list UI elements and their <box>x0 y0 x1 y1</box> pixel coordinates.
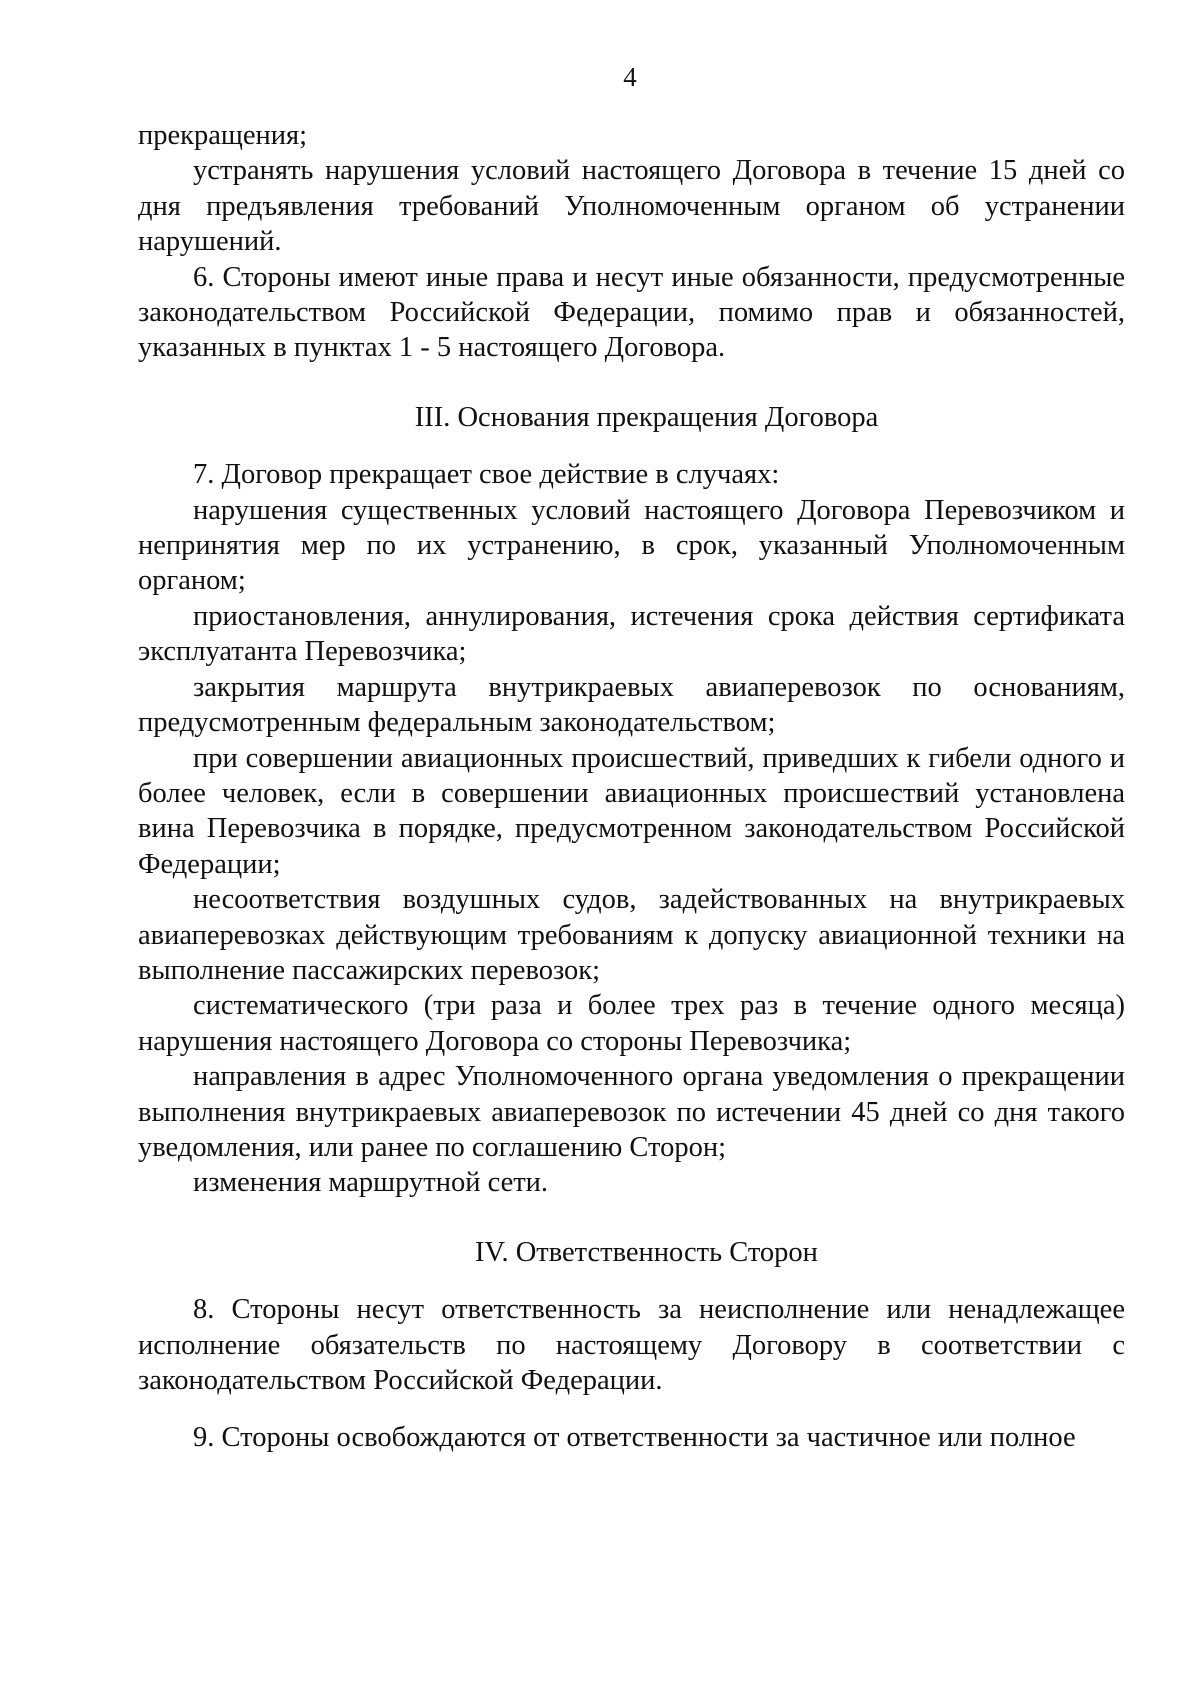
paragraph-7-termination-cases: 7. Договор прекращает свое действие в случаях: <box>193 459 780 491</box>
spacer <box>138 435 1125 457</box>
list-item-termination-notice: направления в адрес Уполномоченного органа уведомления о прекращении выполнения внутрикраевых авиаперевозок по истечении 45 дней со дня такого уведомления, или ранее по соглашению Сторон; <box>138 1061 1125 1163</box>
page-number: 4 <box>623 62 637 92</box>
spacer <box>138 1270 1125 1292</box>
paragraph-8-liability: 8. Стороны несут ответственность за неисполнение или ненадлежащее исполнение обязательств по настоящему Договору в соответствии с законодательством Российской Федерации. <box>138 1294 1125 1396</box>
paragraph-continuation: прекращения; <box>138 120 308 151</box>
list-item-material-breach: нарушения существенных условий настоящего Договора Перевозчиком и непринятия мер по их устранению, в срок, указанный Уполномоченным органом; <box>138 494 1125 597</box>
list-item-route-network-change: изменения маршрутной сети. <box>193 1167 549 1199</box>
list-item-systematic-violation: систематического (три раза и более трех раз в течение одного месяца) нарушения настоящего Договора со стороны Перевозчика; <box>138 990 1125 1057</box>
section-heading-termination: III. Основания прекращения Договора <box>414 401 879 433</box>
list-item-aircraft-noncompliance: несоответствия воздушных судов, задействованных на внутрикраевых авиаперевозках действующим требованиям к допуску авиационной техники на выполнение пассажирских перевозок; <box>138 884 1125 986</box>
list-item-certificate-suspension: приостановления, аннулирования, истечения срока действия сертификата эксплуатанта Перевозчика; <box>138 600 1125 668</box>
section-heading-liability: IV. Ответственность Сторон <box>475 1236 818 1268</box>
paragraph-remedy-violations: устранять нарушения условий настоящего Договора в течение 15 дней со дня предъявления требований Уполномоченным органом об устранении нарушений. <box>138 155 1125 258</box>
paragraph-6-other-rights: 6. Стороны имеют иные права и несут иные обязанности, предусмотренные законодательством Российской Федерации, помимо прав и обязанностей, указанных в пунктах 1 - 5 настоящего Договора. <box>138 261 1125 364</box>
spacer <box>138 1398 1125 1420</box>
list-item-aviation-accidents: при совершении авиационных происшествий, приведших к гибели одного и более человек, если в совершении авиационных происшествий установлена вина Перевозчика в порядке, предусмотренном законодательством Российской Федерации; <box>138 742 1125 880</box>
spacer <box>138 1201 1125 1235</box>
paragraph-9-force-majeure: 9. Стороны освобождаются от ответственности за частичное или полное <box>193 1422 1076 1454</box>
list-item-route-closure: закрытия маршрута внутрикраевых авиаперевозок по основаниям, предусмотренным федеральным законодательством; <box>138 671 1125 739</box>
document-body <box>138 118 1125 1456</box>
spacer <box>138 366 1125 400</box>
